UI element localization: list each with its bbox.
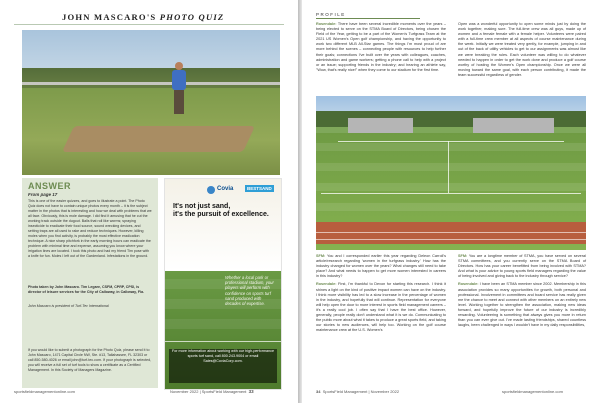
answer-box bbox=[22, 178, 158, 388]
person-head bbox=[175, 62, 183, 70]
ad-field-line bbox=[165, 341, 281, 342]
turf-stripe bbox=[316, 143, 586, 151]
ad-tagline: Whether a local park or professional stadium, your players will perform with confidence on sports turf sand produced with decades of expertise. bbox=[225, 275, 274, 307]
field-line bbox=[338, 141, 565, 142]
qa-question bbox=[458, 254, 586, 279]
turf-stripe bbox=[316, 203, 586, 211]
answer-heading: ANSWER bbox=[28, 181, 71, 191]
photo-quiz-title bbox=[62, 12, 224, 22]
stadium-photo bbox=[316, 96, 586, 250]
paragraph-text: You are a longtime member of STMA, you have served on several STMA committees, and you currently serve on the STMA Board of Directors. How has your career benefitted from being involved with STMA? And what is your advice to young sports field managers regarding the value of being involved and giving back to the industry through service? bbox=[458, 254, 586, 279]
ad-field-stripe bbox=[165, 319, 281, 329]
answer-from-page: From page 17 bbox=[28, 192, 58, 197]
answer-photo-credit: Photo taken by John Mascaro. Tim Legare, CSFM, CPRP, CPSI, is director of leisure services for the City of Calloway, in Calloway, Fla. bbox=[28, 285, 145, 294]
speaker-label: Rosendale: bbox=[316, 22, 337, 26]
section-rule bbox=[316, 18, 420, 19]
speaker-label: Rosendale: bbox=[316, 282, 337, 287]
ad-headline-2: it's the pursuit of excellence. bbox=[173, 211, 269, 218]
qa-answer bbox=[316, 282, 446, 333]
speaker-label: SFM: bbox=[458, 254, 468, 258]
ad-info-text: For more information about working with our high-performance sports turf sand, call 800.243.9004 or email Sales@CoviaCorp.com. bbox=[171, 349, 275, 363]
track-lane bbox=[316, 239, 586, 240]
photo-fence bbox=[22, 82, 280, 85]
left-page bbox=[0, 0, 298, 403]
paragraph-text: I have been an STMA member since 2002. Membership in this association provides so many opportunities for growth, both personal and professional. Involvement in committees and board service has really given me the chance to meet and connect with other members on an entirely new level. Working together to strengthen the association, making new ideas forward, and hopefully improve the future of our industry is incredibly rewarding. Volunteering is something that always gives you more in return than you can ever give out. I've made lasting friendships, shared countless laughs, been challenged in ways I wouldn't have in my daily responsibilities, bbox=[458, 282, 586, 328]
intro-paragraph-left bbox=[316, 22, 446, 73]
paragraph-text: You and I corresponded earlier this year regarding Deleon Carroll's article/research regarding 'women in the turfgrass industry.' How has the industry changed for women over the years? What changes still need to take place? And what needs to happen to get more women interested in careers in this industry? bbox=[316, 254, 446, 279]
footer-page-number: 33 bbox=[248, 389, 254, 394]
qa-answer bbox=[458, 282, 586, 328]
answer-submission-note: If you would like to submit a photograph for the Photo Quiz, please send it to John Mascaro, 1471 Capital Circle NW, Ste. #13, Tallahassee, FL 32303 or call 850-580-4026 or email john@turf-tec.com. If your photograph is selected, you will receive a full set of turf tools to show a certificate as a Certified Management. In this Society of Managers Magazine. bbox=[28, 348, 152, 372]
field-line bbox=[448, 141, 449, 193]
covia-logo-icon bbox=[207, 186, 215, 194]
title-italic: PHOTO QUIZ bbox=[159, 12, 225, 22]
ad-logo: Covia bbox=[217, 186, 234, 192]
speaker-label: SFM: bbox=[316, 254, 326, 258]
track-lane bbox=[316, 232, 586, 233]
person-body bbox=[172, 70, 186, 90]
footer-site: sportsfieldmanagementonline.com bbox=[502, 389, 563, 394]
footer-issue: November 2022 | SportsField Management bbox=[170, 389, 247, 394]
photo-person bbox=[172, 62, 186, 114]
footer-site: sportsfieldmanagementonline.com bbox=[14, 389, 75, 394]
title-rule bbox=[14, 24, 284, 25]
ad-header-area bbox=[165, 179, 281, 271]
qa-question bbox=[316, 254, 446, 279]
footer-page-number: 34 bbox=[316, 389, 321, 394]
footer-issue: SportsField Management | November 2022 bbox=[322, 389, 400, 394]
section-label: PROFILE bbox=[316, 12, 346, 17]
speaker-label: Rosendale: bbox=[458, 282, 479, 287]
ad-headline-1: It's not just sand, bbox=[173, 203, 231, 210]
turf-stripe bbox=[316, 183, 586, 191]
footer-issue-page bbox=[170, 389, 254, 394]
answer-author-note: John Mascaro is president of Turf-Tec International bbox=[28, 304, 109, 308]
intro-paragraph-right: Open was a wonderful opportunity to open some minds just by doing the work together, making sure. The full-time crew was all guys, made up of women and a female female with a female helper. Volunteers were paired with a full-time crew member at all aspects of course maintenance during the week. Initially we were treated very gently, for example, jumping in and out of the back of utility vehicles to get to our assignments was almost like we were breaking the rules. Each volunteer was willing to do whatever needed to happen in order to get the work done and produce a golf course worthy of hosting the Women's Open championship. Once we were all moving toward the same goal, with each person contributing, it made the team successful regardless of gender. bbox=[458, 22, 586, 77]
answer-body: This is one of the easier quizzes, and goes to illustrate a point. The Photo Quiz does not have to contain unique photos every month – it is the subject matter in the photos that is interesting and how we deal with problems that we all face. Obviously, this is mole damage. I did find it amusing that he cut the working track outside the dugout. Balls that roll like worms; spraying insecticide to eradicate their food source, sound wrecking devices, and setting traps are all used to rake and reduce techniques. However, killing moles when you find activity, is probably the most effective eradication technique. A nice sharp pitchfork in the early morning hours can eradicate the problem with minimal time and expense, assuming you know where your irrigation lines are located. I took this photo and had my friend Tim pose with a knife for fun. Moles I left out of the Gardenland. Infestations in the ground. bbox=[28, 199, 152, 258]
title-prefix: JOHN MASCARO'S bbox=[62, 12, 160, 22]
paragraph-text: There have been several incredible moments over the years – being elected to serve on the STMA Board of Directors, being chosen the Field of the Year, getting to be a part of the Women's Turfgrass Team at the 2021 US Women's Open golf championship, and having the opportunity to work two different MLB All-Star games. The things I'm most proud of are more behind the scenes – connecting people with resources to help further their goals; connections I've built over the years with colleagues, coaches, administration and game workers; getting a phone call to help with a project or an issue; supporting friends in the industry; and hearing an athlete say, "Wow, that's really nice!" when they come to our stadium for the first time. bbox=[316, 22, 446, 72]
stadium-track bbox=[316, 222, 586, 244]
turf-stripe bbox=[316, 163, 586, 171]
right-page bbox=[302, 0, 600, 403]
ad-partner-logo: BESTSAND bbox=[247, 186, 272, 191]
mole-damage-photo bbox=[22, 30, 280, 175]
covia-advertisement[interactable] bbox=[164, 178, 282, 390]
photo-damage bbox=[62, 126, 255, 152]
ad-info-box bbox=[169, 349, 277, 383]
field-line bbox=[321, 193, 580, 194]
paragraph-text: First, I'm thankful to Devon for starting this research. I think it shines a light on the kind of positive impact women can have on the industry. I think more visibility has led to a slow increase in the percentage of women in the industry, and hopefully that will continue. Representation for everyone will help open the door to more interest in sports field management careers – it's a really cool job. I often say that I have the best office. However, generally, people really don't understand what it is we do. Communicating to the public more about what it takes to produce a great sports field, and taking our stories to new audiences, will help too. Working on the golf course maintenance crew at the U.S. Women's bbox=[316, 282, 446, 333]
person-legs bbox=[174, 90, 184, 114]
footer-issue-page bbox=[316, 389, 399, 394]
